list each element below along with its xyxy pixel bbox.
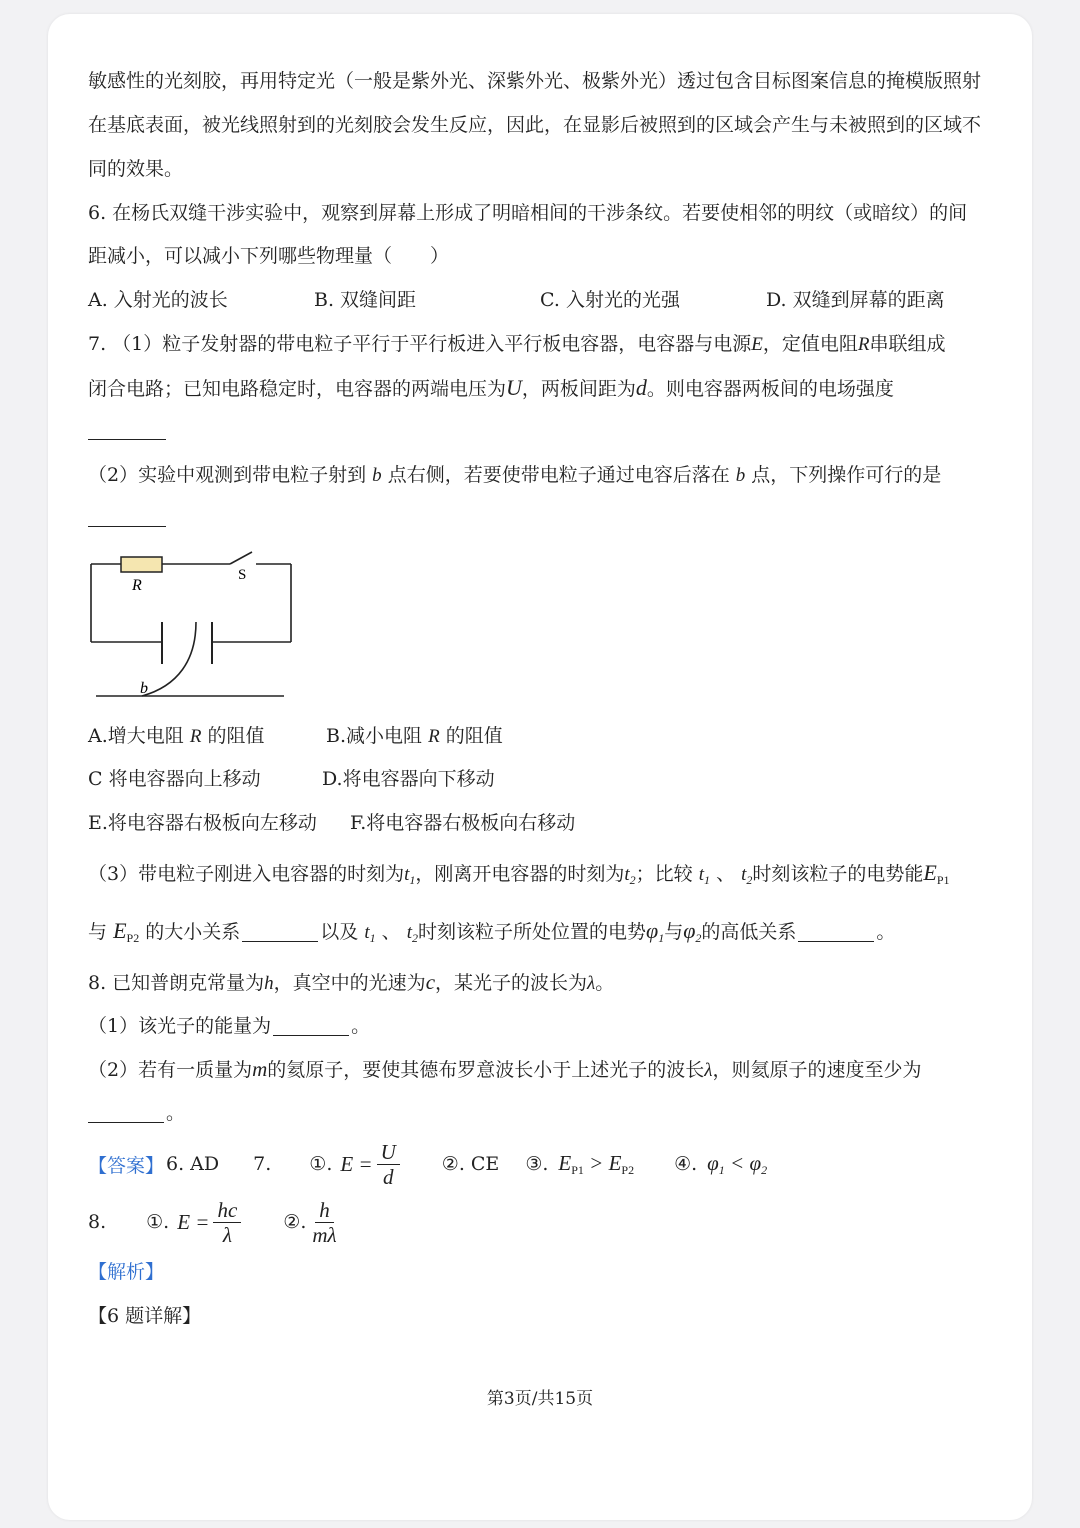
q7-text: 。则电容器两板间的电场强度 (646, 378, 894, 400)
answer-label: ③. (525, 1153, 549, 1175)
label-S: S (238, 567, 247, 583)
q7-text: 与 (664, 921, 684, 943)
q7-part1-line-1 (88, 331, 946, 358)
answer-fraction (377, 1140, 400, 1189)
q7-text: 时刻该粒子所处位置的电势 (418, 921, 647, 943)
q7-part2-line (88, 462, 941, 489)
q7-text: ，刚离开电容器的时刻为 (415, 863, 625, 885)
answer-q7-3: $E_{P1} > E_{P2}$ (558, 1150, 635, 1177)
fraction-denominator: mλ (312, 1222, 337, 1247)
q7-text: 点右侧，若要使带电粒子通过电容后落在 (387, 464, 730, 486)
circuit-diagram (86, 550, 306, 710)
q8-text: ，某光子的波长为 (435, 972, 588, 994)
answer-q6: 6. AD (166, 1153, 220, 1175)
q7-text: （2）实验中观测到带电粒子射到 (88, 464, 367, 486)
option-text: 的阻值 (207, 725, 265, 747)
q7-option-b (326, 723, 503, 750)
var-lambda: λ (704, 1060, 713, 1081)
fraction-numerator: U (377, 1140, 400, 1165)
q8-part2-line (88, 1056, 922, 1084)
var-R: R (189, 726, 202, 747)
q8-text: 的氦原子，要使其德布罗意波长小于上述光子的波长 (267, 1059, 705, 1081)
answer-blank[interactable] (798, 940, 874, 942)
var-c: c (425, 970, 436, 994)
answer-label: ④. (674, 1153, 698, 1175)
q6-stem-line-2: 距减小，可以减小下列哪些物理量（ ） (88, 245, 450, 267)
q7-text: 、 (381, 921, 401, 943)
option-text: 的阻值 (445, 725, 503, 747)
intro-line-1: 敏感性的光刻胶，再用特定光（一般是紫外光、深紫外光、极紫外光）透过包含目标图案信息的掩模版照射 (88, 70, 982, 92)
q7-text: （3）带电粒子刚进入电容器的时刻为 (88, 863, 405, 885)
fraction-denominator: d (382, 1164, 394, 1189)
var-m: m (252, 1057, 268, 1081)
option-text: A.增大电阻 (88, 725, 184, 747)
q7-part1-line-2 (88, 375, 894, 402)
q7-option-a (88, 723, 264, 750)
answer-label: ①. (146, 1211, 170, 1233)
answer-blank[interactable] (273, 1034, 349, 1036)
answer-blank[interactable] (88, 439, 166, 440)
var-R: R (428, 726, 440, 747)
q7-text: 以及 (320, 921, 359, 943)
answer-row-1 (88, 1138, 767, 1190)
q7-option-e: E.将电容器右极板向左移动 (88, 812, 317, 834)
q7-text: 7. （1）粒子发射器的带电粒子平行于平行板进入平行板电容器，电容器与电源 (88, 333, 752, 355)
answer-fraction (213, 1198, 241, 1247)
q7-text: 时刻该粒子的电势能 (752, 863, 924, 885)
q7-text: 闭合电路；已知电路稳定时，电容器的两端电压为 (88, 378, 507, 400)
answer-blank[interactable] (88, 526, 166, 527)
answer-expr: E = (340, 1151, 373, 1176)
var-E: E (751, 334, 763, 355)
resistor-R (121, 557, 162, 572)
var-U: U (506, 375, 522, 400)
q7-text: ，两板间距为 (521, 378, 636, 400)
answer-blank[interactable] (88, 1121, 164, 1123)
intro-line-2: 在基底表面，被光线照射到的光刻胶会发生反应，因此，在显影后被照到的区域会产生与未被照到的区域不 (88, 114, 982, 136)
var-lambda: λ (587, 973, 596, 994)
q7-text: 、 (716, 863, 736, 885)
var-b: b (735, 465, 746, 486)
q7-text: ，定值电阻 (762, 333, 858, 355)
q6-option-c: C. 入射光的光强 (540, 289, 680, 311)
var-b: b (372, 465, 382, 486)
q8-text: （2）若有一质量为 (88, 1059, 253, 1081)
q8-text: ，则氦原子的速度至少为 (712, 1059, 922, 1081)
answer-row-2 (88, 1194, 337, 1250)
answer-label: ①. (309, 1153, 333, 1175)
q6-option-a: A. 入射光的波长 (88, 289, 228, 311)
option-text: B.减小电阻 (326, 725, 423, 747)
analysis-tag: 【解析】 (88, 1261, 165, 1283)
q8-text: 。 (595, 972, 615, 994)
q7-text: 。 (876, 921, 896, 943)
q8-text: （1）该光子的能量为 (88, 1015, 272, 1037)
q7-text: 串联组成 (869, 333, 946, 355)
answer-q8-label: 8. (88, 1211, 107, 1233)
label-b: b (140, 680, 148, 697)
q8-text: ，真空中的光速为 (273, 972, 426, 994)
q8-part2-blank-line (88, 1100, 185, 1126)
answer-expr: E = (177, 1209, 210, 1234)
q6-stem-line-1: 6. 在杨氏双缝干涉实验中，观察到屏幕上形成了明暗相间的干涉条纹。若要使相邻的明纹（或暗纹）的间 (88, 202, 968, 224)
fraction-denominator: λ (222, 1222, 232, 1247)
q7-option-c: C 将电容器向上移动 (88, 768, 261, 790)
intro-line-3: 同的效果。 (88, 158, 184, 180)
answer-label: ②. (283, 1211, 307, 1233)
q7-text: 的高低关系 (701, 921, 797, 943)
answer-tag: 【答案】 (88, 1154, 165, 1177)
q6-option-d: D. 双缝到屏幕的距离 (766, 289, 945, 311)
q8-text: 8. 已知普朗克常量为 (88, 972, 265, 994)
q7-option-d: D.将电容器向下移动 (322, 768, 495, 790)
answer-q7-2: ②. CE (441, 1153, 500, 1175)
q7-text: ；比较 (635, 863, 693, 885)
page-number: 第3页/共15页 (486, 1389, 594, 1409)
fraction-numerator: hc (213, 1198, 241, 1223)
label-R: R (132, 577, 142, 594)
answer-fraction (312, 1198, 336, 1247)
answer-q7-4: $\varphi_1 < \varphi_2$ (707, 1150, 768, 1177)
answer-blank[interactable] (242, 940, 318, 942)
fraction-numerator: h (315, 1198, 334, 1223)
var-R: R (857, 334, 870, 355)
q8-part1-line (88, 1013, 370, 1039)
q7-part3-line-1: （3）带电粒子刚进入电容器的时刻为$t_1$，刚离开电容器的时刻为$t_2$；比较 $t_1$ 、 $t_2$时刻该粒子的电势能$E_{P1}$ (88, 860, 950, 887)
q7-text: 点，下列操作可行的是 (751, 464, 942, 486)
q8-text: 。 (166, 1102, 186, 1124)
q8-text: 。 (351, 1015, 371, 1037)
q6-option-b: B. 双缝间距 (314, 289, 417, 311)
var-d: d (635, 375, 647, 400)
var-h: h (264, 973, 274, 994)
q7-text: 与 (88, 921, 108, 943)
q7-part3-line-2: 与 $E_{P2}$ 的大小关系 以及 $t_1$ 、 $t_2$时刻该粒子所处位置的电势$\varphi_1$与$\varphi_2$的高低关系 。 (88, 918, 896, 945)
q7-option-f: F.将电容器右极板向右移动 (350, 812, 576, 834)
q7-text: 的大小关系 (145, 921, 241, 943)
answer-q7-label: 7. (253, 1153, 272, 1175)
detail-tag: 【6 题详解】 (88, 1305, 202, 1327)
q8-stem-line (88, 969, 614, 997)
